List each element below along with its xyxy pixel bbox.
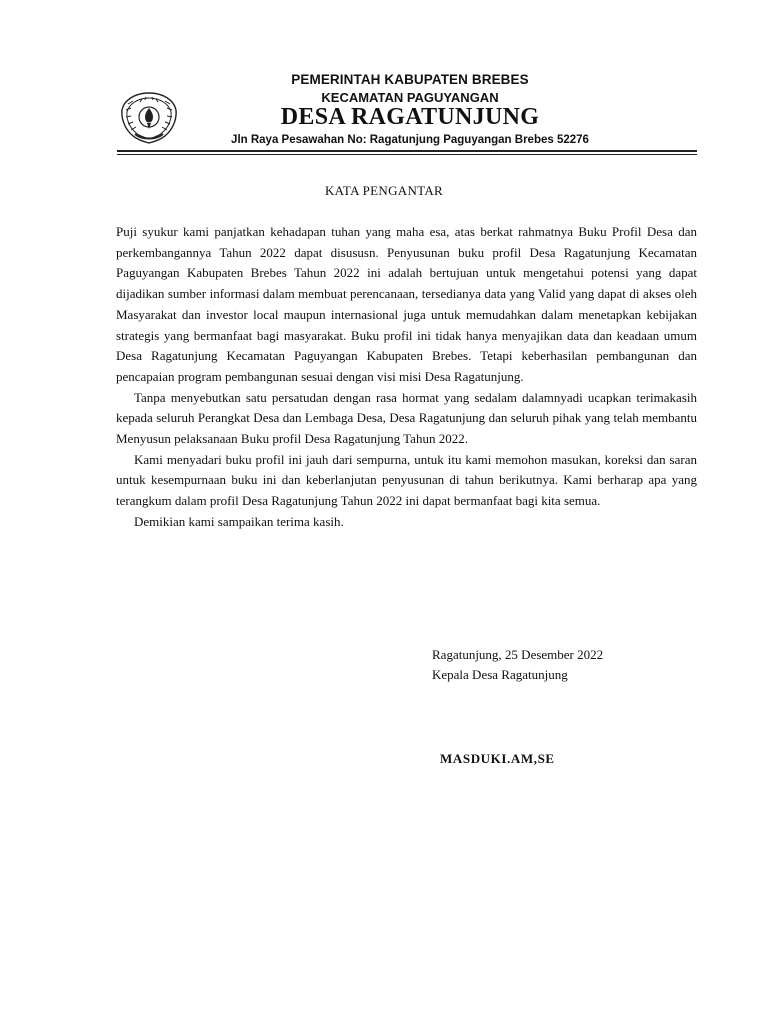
page-title: KATA PENGANTAR: [324, 183, 444, 198]
letterhead-divider-thick: [117, 150, 697, 152]
paragraph-closing: Demikian kami sampaikan terima kasih.: [134, 513, 344, 529]
paragraph-feedback: Kami menyadari buku profil ini jauh dari sempurna, untuk itu kami memohon masukan, koreksi dan saran untuk kesempurnaan buku ini dan keberlanjutan penyusunan di tahun berikutnya. Kami berharap apa yang terangkum dalam profil Desa Ragatunjung Tahun 2022 ini dapat bermanfaat bagi kita semua.: [116, 451, 697, 509]
paragraph-intro: Puji syukur kami panjatkan kehadapan tuhan yang maha esa, atas berkat rahmatnya Buku Profil Desa dan perkembangannya Tahun 2022 dapat disususn. Penyusunan buku profil Desa Ragatunjung Kecamatan Paguyangan Kabupaten Brebes Tahun 2022 ini adalah bertujuan untuk mengetahui potensi yang dapat dijadikan sumber informasi dalam membuat perencanaan, tersedianya data yang Valid yang dapat di akses oleh Masyarakat dan investor local maupun internasional juga untuk memudahkan dalam menetapkan kebijakan strategis yang bermanfaat bagi masyarakat. Buku profil ini tidak hanya menyajikan data dan keadaan umum Desa Ragatunjung Kecamatan Paguyangan Kabupaten Brebes. Tetapi keberhasilan pembangunan dan pencapaian program pembangunan sesuai dengan visi misi Desa Ragatunjung.: [116, 224, 697, 384]
signature-position: Kepala Desa Ragatunjung: [432, 667, 568, 682]
letterhead-address: Jln Raya Pesawahan No: Ragatunjung Paguyangan Brebes 52276: [231, 134, 589, 146]
signature-name: MASDUKI.AM,SE: [440, 751, 555, 766]
paragraph-thanks: Tanpa menyebutkan satu persatudan dengan rasa hormat yang sedalam dalamnyadi ucapkan terimakasih kepada seluruh Perangkat Desa dan Lembaga Desa, Desa Ragatunjung dan seluruh pihak yang telah membantu Menyusun pelaksanaan Buku profil Desa Ragatunjung Tahun 2022.: [116, 389, 697, 447]
signature-place-date: Ragatunjung, 25 Desember 2022: [432, 647, 604, 662]
letterhead-government: PEMERINTAH KABUPATEN BREBES: [291, 72, 529, 87]
letterhead-village: DESA RAGATUNJUNG: [280, 104, 540, 130]
foreword-body: [116, 222, 697, 533]
regency-emblem-icon: [118, 90, 180, 144]
letterhead-divider-thin: [117, 154, 697, 155]
letterhead-district: KECAMATAN PAGUYANGAN: [321, 90, 499, 105]
